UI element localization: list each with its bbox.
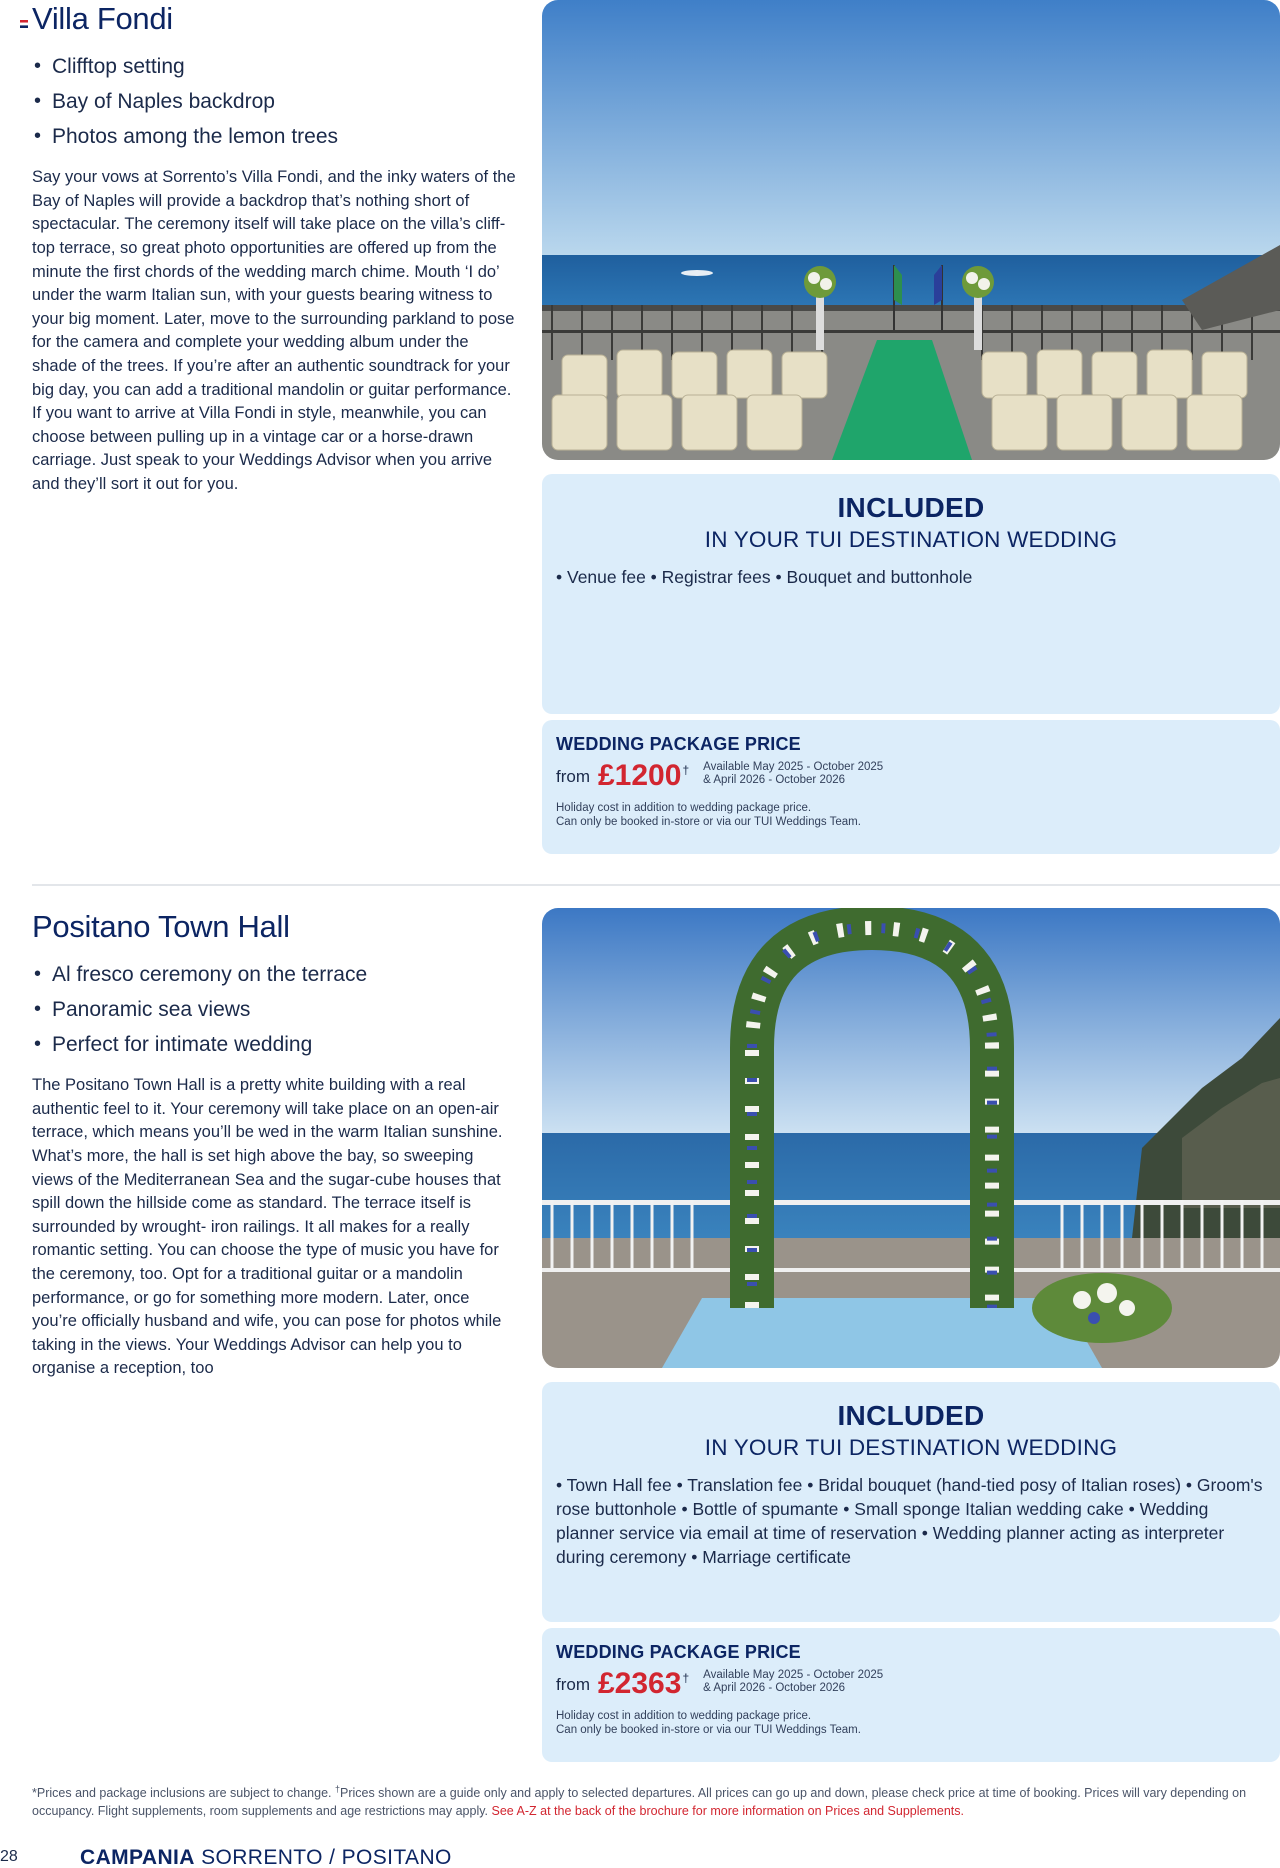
included-panel bbox=[542, 1382, 1280, 1622]
dagger-mark: † bbox=[682, 763, 690, 777]
price-note-line: Can only be booked in-store or via our TUI Weddings Team. bbox=[556, 1724, 861, 1736]
dagger-mark: † bbox=[682, 1671, 690, 1685]
highlight-item: • Panoramic sea views bbox=[32, 992, 517, 1027]
page-footer bbox=[0, 1848, 1280, 1868]
price-amount: £2363 bbox=[598, 1667, 682, 1700]
included-subtitle: IN YOUR TUI DESTINATION WEDDING bbox=[704, 527, 1118, 552]
from-label: from bbox=[556, 767, 590, 786]
venue-body-text: Say your vows at Sorrento’s Villa Fondi, and the inky waters of the Bay of Naples will provide a backdrop that’s nothing short of spectacular. The ceremony itself will take place on the villa’s cliff-top terrace, so great photo opportunities are offered up from the minute the first chords of the wedding march chime. Mouth ‘I do’ under the warm Italian sun, with your guests bearing witness to your big moment. Later, move to the surrounding parkland to pose for the camera and complete your wedding album under the shade of the trees. If you’re after an authentic soundtrack for your big day, you can add a traditional mandolin or guitar performance. If you want to arrive at Villa Fondi in style, meanwhile, you can choose between pulling up in a vintage car or a horse-drawn carriage. Just speak to your Weddings Advisor when you arrive and they’ll sort it out for you. bbox=[32, 168, 516, 493]
availability bbox=[703, 1669, 883, 1695]
breadcrumb-places: SORRENTO / POSITANO bbox=[201, 1846, 452, 1868]
availability-line: Available May 2025 - October 2025 bbox=[703, 761, 884, 773]
availability-line: & April 2026 - October 2026 bbox=[703, 774, 846, 786]
price-row bbox=[556, 1669, 1266, 1699]
venue-title: Positano Town Hall bbox=[32, 909, 290, 944]
included-title: INCLUDED bbox=[837, 492, 985, 523]
from-label: from bbox=[556, 1675, 590, 1694]
price-title: WEDDING PACKAGE PRICE bbox=[556, 1642, 801, 1662]
price-row bbox=[556, 761, 1266, 791]
price-notes bbox=[556, 1709, 1266, 1737]
included-subtitle: IN YOUR TUI DESTINATION WEDDING bbox=[704, 1435, 1118, 1460]
highlight-item: • Photos among the lemon trees bbox=[32, 119, 517, 154]
included-panel bbox=[542, 474, 1280, 714]
included-title: INCLUDED bbox=[837, 1400, 985, 1431]
footnote-text: Prices shown are a guide only and apply to selected departures. All prices can go up and down, please check price at time of booking. Prices will vary depending on occupancy. Flight supplements, room supplements and age restrictions may apply. bbox=[32, 1786, 1247, 1819]
highlight-item: • Al fresco ceremony on the terrace bbox=[32, 957, 517, 992]
availability-line: Available May 2025 - October 2025 bbox=[703, 1669, 884, 1681]
price-note-line: Holiday cost in addition to wedding package price. bbox=[556, 802, 812, 814]
price-note-line: Can only be booked in-store or via our TUI Weddings Team. bbox=[556, 816, 861, 828]
price-note-line: Holiday cost in addition to wedding package price. bbox=[556, 1710, 812, 1722]
venue-title: Villa Fondi bbox=[32, 1, 173, 36]
price-panel bbox=[542, 720, 1280, 854]
page-number: 28 bbox=[0, 1848, 18, 1865]
included-items: • Venue fee • Registrar fees • Bouquet and buttonhole bbox=[556, 567, 973, 587]
breadcrumb-region: CAMPANIA bbox=[80, 1846, 195, 1868]
venue-description bbox=[32, 0, 517, 497]
breadcrumb bbox=[80, 1846, 452, 1868]
availability-line: & April 2026 - October 2026 bbox=[703, 1682, 846, 1694]
highlight-item: • Bay of Naples backdrop bbox=[32, 84, 517, 119]
venue-highlights bbox=[32, 957, 517, 1062]
venue-section-villa-fondi bbox=[0, 0, 1280, 870]
availability bbox=[703, 761, 883, 787]
price-panel bbox=[542, 1628, 1280, 1762]
footnote-text: *Prices and package inclusions are subject to change. bbox=[32, 1786, 335, 1801]
venue-description bbox=[32, 908, 517, 1381]
highlight-item: • Clifftop setting bbox=[32, 49, 517, 84]
venue-section-positano-town-hall bbox=[0, 908, 1280, 1768]
footnote bbox=[32, 1780, 1280, 1820]
footnote-dagger: † bbox=[334, 1784, 340, 1794]
price-amount: £1200 bbox=[598, 759, 682, 792]
venue-body-text: The Positano Town Hall is a pretty white building with a real authentic feel to it. Your ceremony will take place on an open-air terrace, which means you’ll be wed in the warm Italian sunshine. What’s more, the hall is set high above the bay, so sweeping views of the Mediterranean Sea and the sugar-cube houses that spill down the hillside come as standard. The terrace itself is surrounded by wrought- iron railings. It all makes for a really romantic setting. You can choose the type of music you have for the ceremony, too. Opt for a traditional guitar or a mandolin performance, or go for something more modern. Later, once you’re officially husband and wife, you can pose for photos while taking in the views. Your Weddings Advisor can help you to organise a reception, too bbox=[32, 1076, 503, 1378]
venue-photo-floral-arch bbox=[542, 908, 1280, 1368]
venue-highlights bbox=[32, 49, 517, 154]
highlight-item: • Perfect for intimate wedding bbox=[32, 1027, 517, 1062]
included-items: • Town Hall fee • Translation fee • Bridal bouquet (hand-tied posy of Italian roses) • Groom's rose buttonhole • Bottle of spumante • Small sponge Italian wedding cake • Wedding planner service via email at time of reservation • Wedding planner acting as interpreter during ceremony • Marriage certificate bbox=[556, 1475, 1263, 1567]
price-notes bbox=[556, 801, 1266, 829]
price-title: WEDDING PACKAGE PRICE bbox=[556, 734, 801, 754]
footnote-link[interactable]: See A-Z at the back of the brochure for more information on Prices and Supplements. bbox=[491, 1804, 964, 1819]
venue-photo-terrace bbox=[542, 0, 1280, 460]
section-divider bbox=[32, 884, 1280, 886]
